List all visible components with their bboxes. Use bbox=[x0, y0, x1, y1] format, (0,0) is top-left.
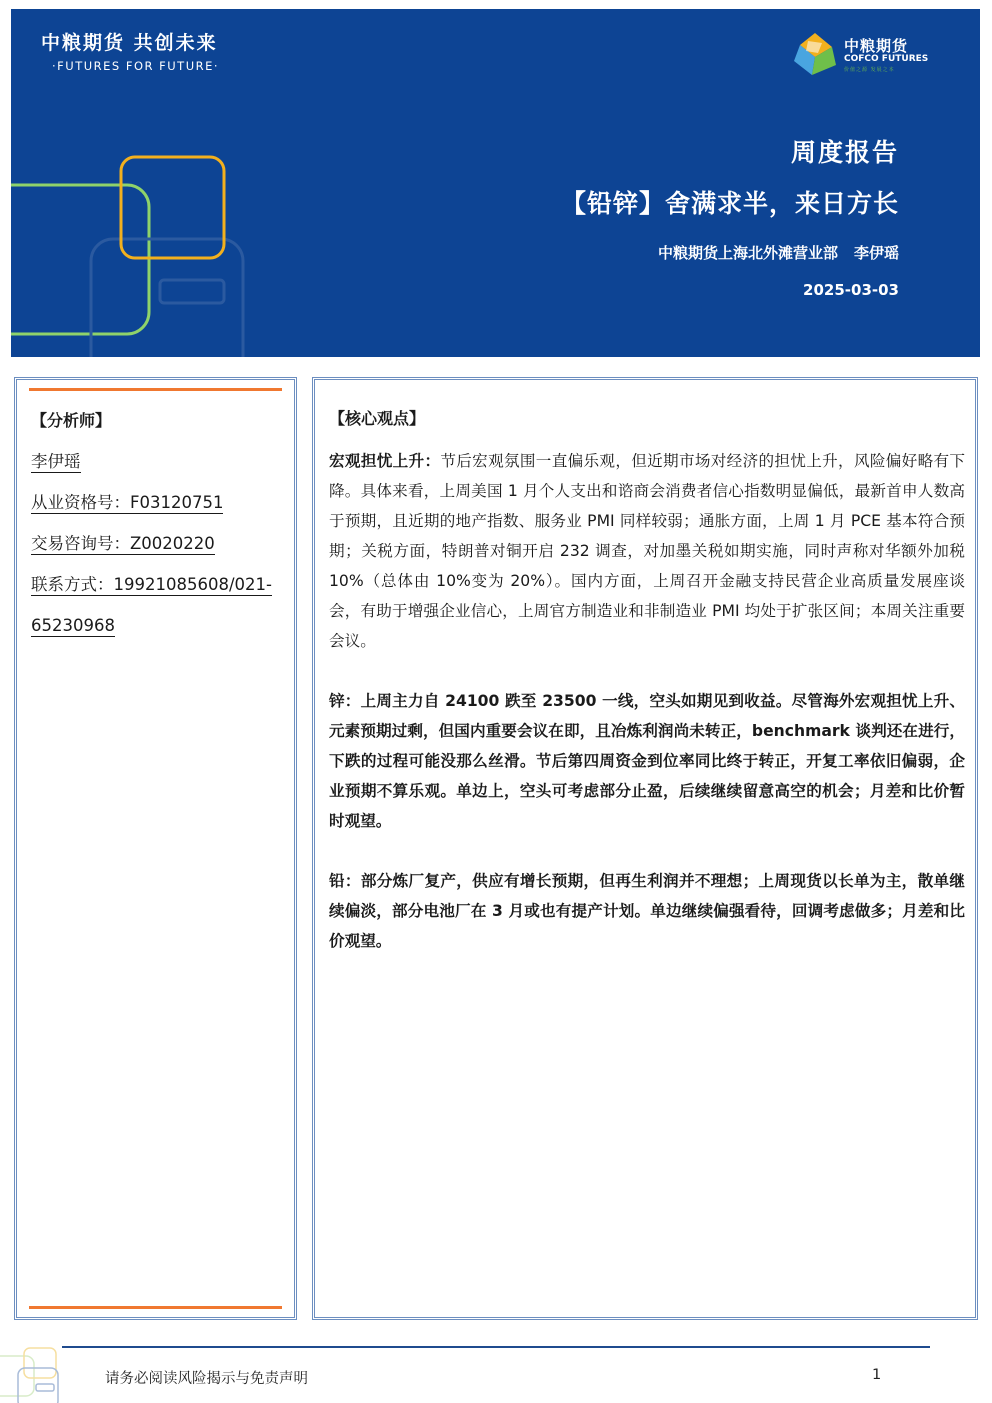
disclaimer-text: 请务必阅读风险揭示与免责声明 bbox=[105, 1371, 308, 1387]
core-heading: 【核心观点】 bbox=[329, 409, 426, 428]
consult-number: 交易咨询号：Z0020220 bbox=[31, 534, 215, 553]
cofco-logo-icon bbox=[792, 31, 838, 79]
logo-cn: 中粮期货 bbox=[844, 37, 909, 55]
page-number: 1 bbox=[872, 1367, 882, 1383]
footer-deco-icon bbox=[0, 1346, 62, 1403]
macro-label: 宏观担忧上升： bbox=[329, 452, 441, 470]
slogan-en: ·FUTURES FOR FUTURE· bbox=[52, 59, 220, 73]
contact-line-2: 65230968 bbox=[31, 616, 115, 635]
lead-paragraph: 铅：部分炼厂复产，供应有增长预期，但再生利润并不理想；上周现货以长单为主，散单继续偏淡，部分电池厂在 3 月或也有提产计划。单边继续偏强看待，回调考虑做多；月差和比价观望。 bbox=[329, 872, 965, 950]
author-name: 李伊瑶 bbox=[853, 244, 899, 262]
contact-line-1: 联系方式：19921085608/021- bbox=[31, 575, 272, 594]
brand-slogan bbox=[41, 28, 219, 73]
zinc-paragraph: 锌：上周主力自 24100 跌至 23500 一线，空头如期见到收益。尽管海外宏观担忧上升、元素预期过剩，但国内重要会议在即，且冶炼利润尚未转正，benchmark 谈判还在进行，下跌的过程可能没那么丝滑。节后第四周资金到位率同比终于转正，开复工率依旧偏弱，企业预期不算乐观。单边上，空头可考虑部分止盈，后续继续留意高空的机会；月差和比价暂时观望。 bbox=[329, 692, 965, 830]
analyst-panel bbox=[14, 377, 297, 1320]
report-date: 2025-03-03 bbox=[803, 281, 899, 299]
divider bbox=[29, 1306, 282, 1309]
footer-divider bbox=[62, 1346, 930, 1348]
report-title: 【铅锌】舍满求半，来日方长 bbox=[560, 189, 899, 218]
department: 中粮期货上海北外滩营业部 bbox=[657, 244, 838, 262]
logo-en: COFCO FUTURES bbox=[844, 54, 929, 64]
macro-paragraph bbox=[329, 446, 965, 656]
analyst-heading: 【分析师】 bbox=[31, 411, 112, 430]
divider bbox=[29, 388, 282, 391]
analyst-info bbox=[31, 450, 286, 655]
header-banner bbox=[11, 9, 980, 357]
logo-tagline: 价值之源 发展之本 bbox=[844, 67, 895, 73]
report-author bbox=[658, 242, 899, 263]
qualification-number: 从业资格号：F03120751 bbox=[31, 493, 224, 512]
core-views-panel bbox=[312, 377, 978, 1320]
macro-text: 节后宏观氛围一直偏乐观，但近期市场对经济的担忧上升，风险偏好略有下降。具体来看，上周美国 1 月个人支出和谘商会消费者信心指数明显偏低，最新首申人数高于预期，且近期的地产指数、服务业 PMI 同样较弱；通胀方面，上周 1 月 PCE 基本符合预期；关税方面，特朗普对铜开启 232 调查，对加墨关税如期实施，同时声称对华额外加税 10%（总体由 10%变为 20%）。国内方面，上周召开金融支持民营企业高质量发展座谈会，有助于增强企业信心，上周官方制造业和非制造业 PMI 均处于扩张区间；本周关注重要会议。 bbox=[329, 452, 965, 650]
slogan-cn: 中粮期货 共创未来 bbox=[41, 32, 218, 54]
core-body bbox=[329, 446, 965, 986]
report-type: 周度报告 bbox=[790, 138, 899, 167]
analyst-name: 李伊瑶 bbox=[31, 452, 81, 471]
cofco-logo bbox=[792, 31, 942, 81]
